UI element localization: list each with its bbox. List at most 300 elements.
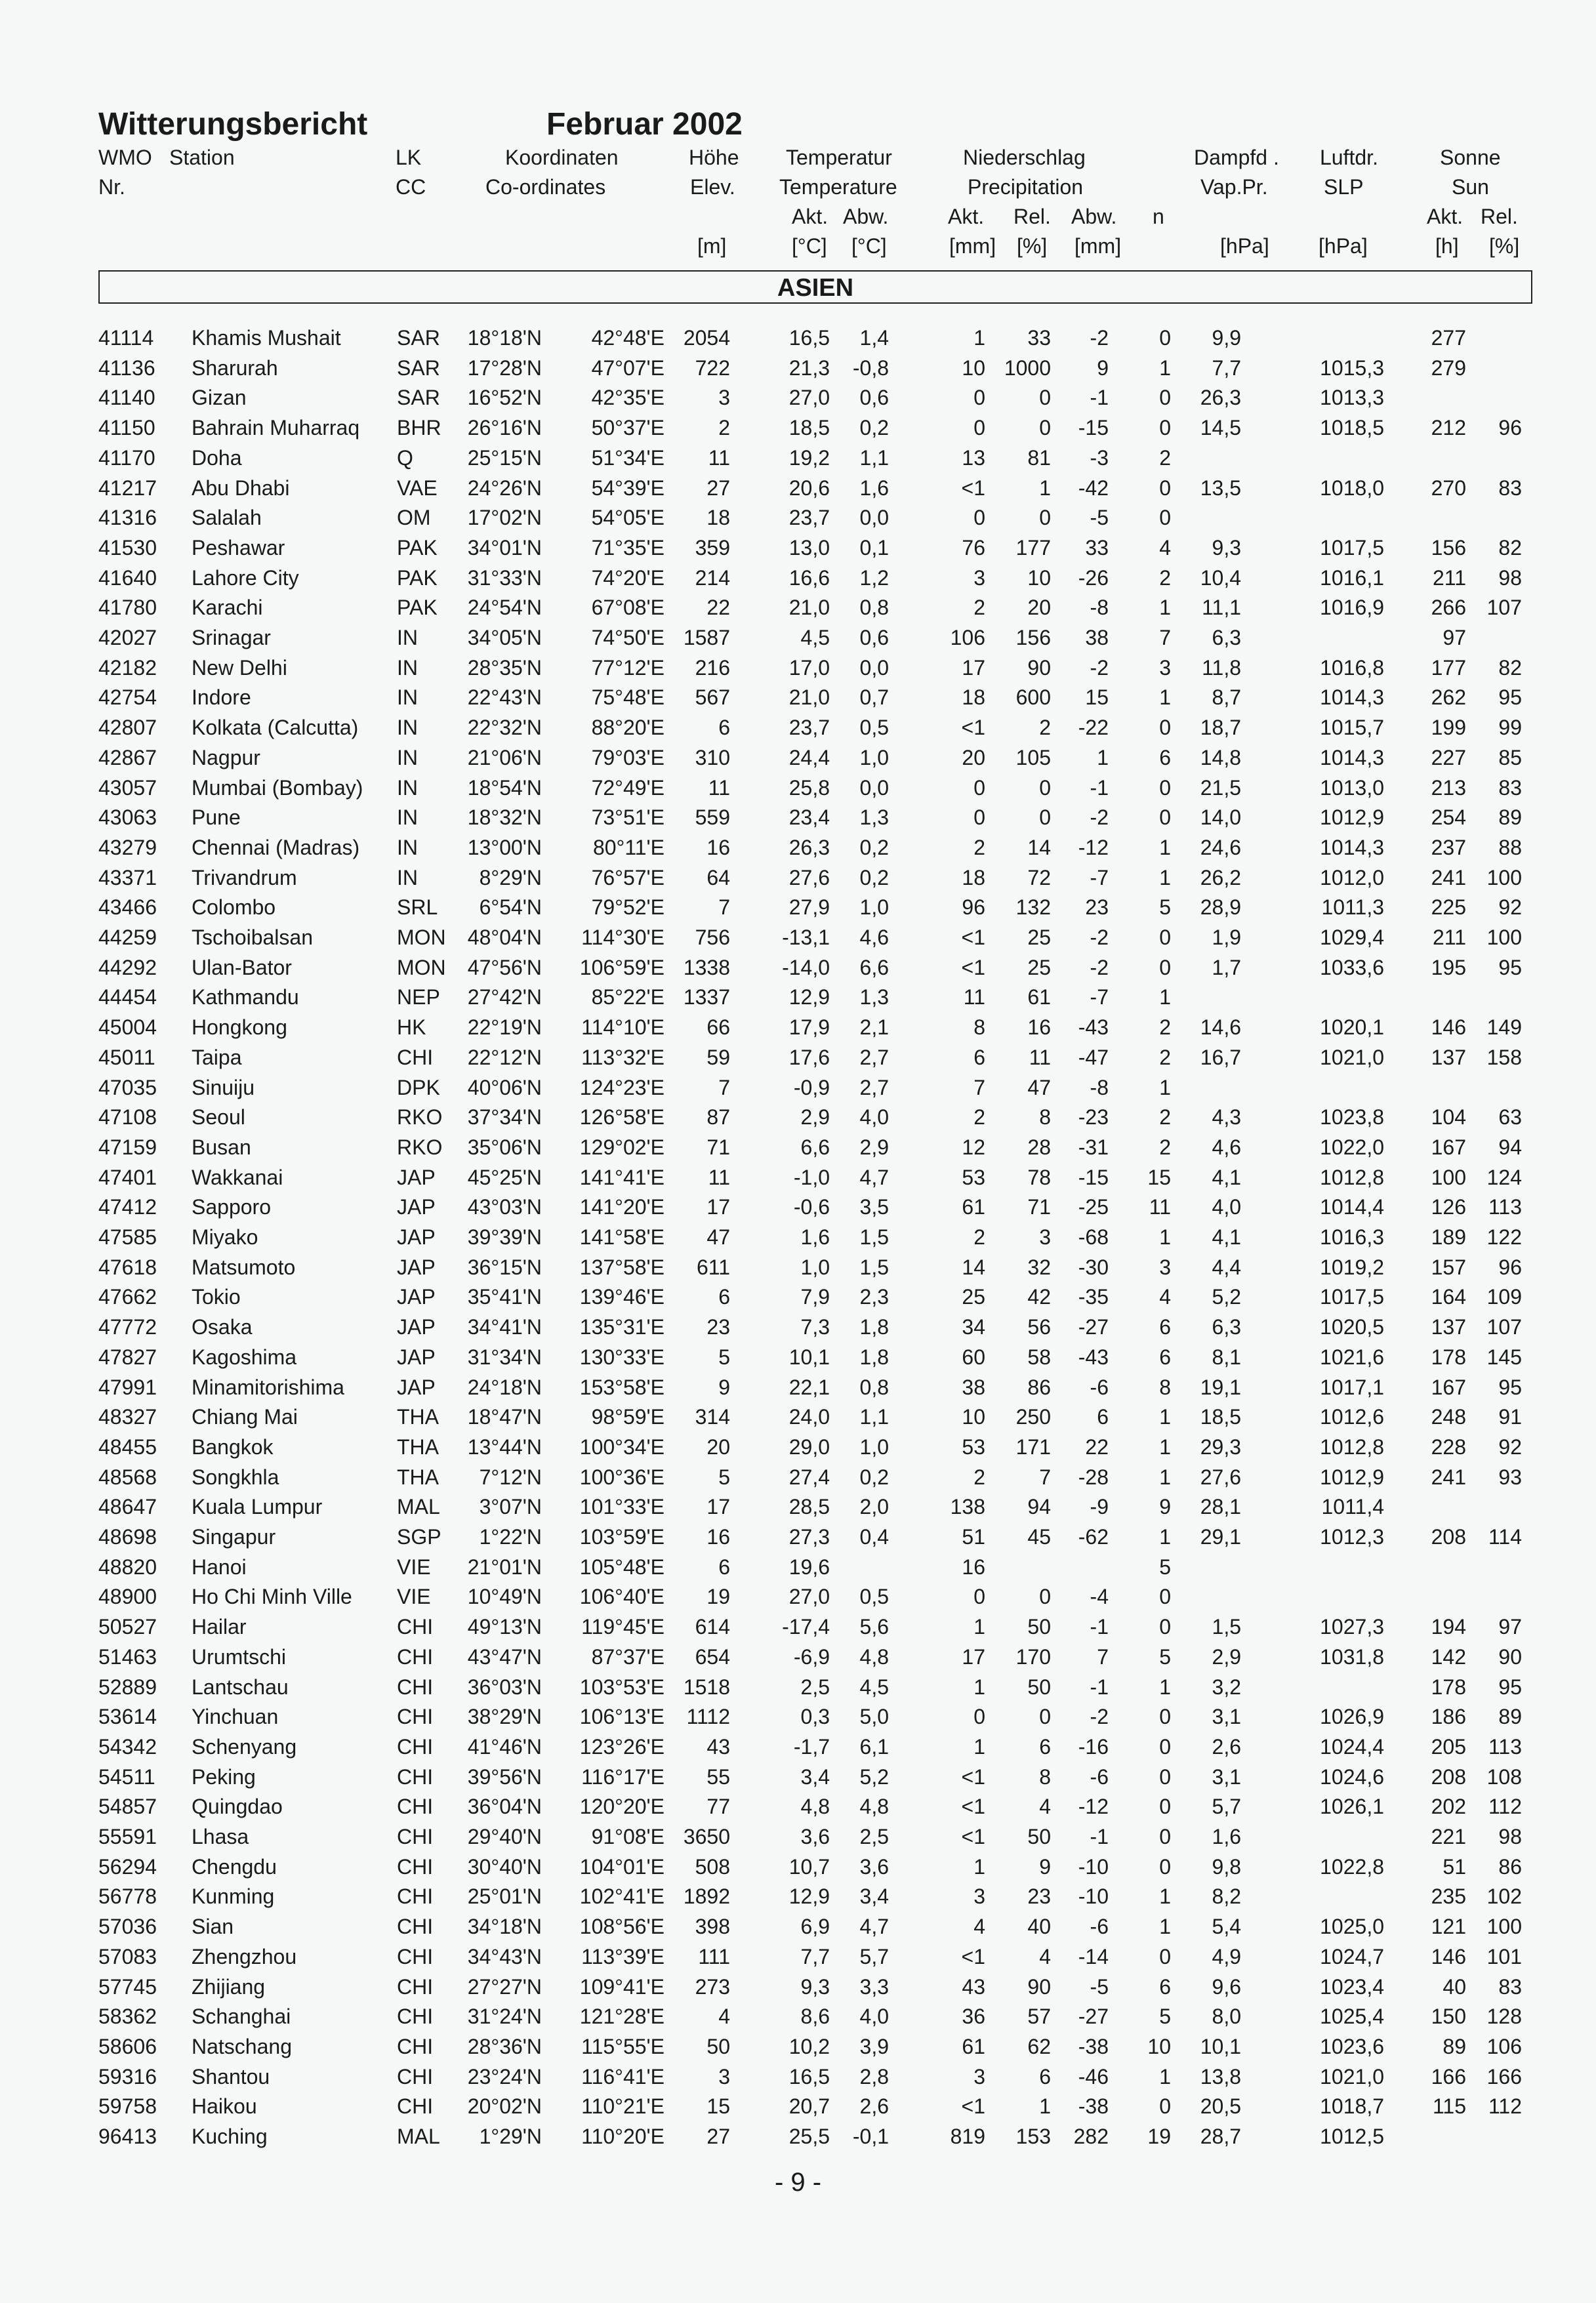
cell-longitude: 101°33'E <box>579 1495 665 1519</box>
cell-vap-pr: 3,2 <box>1212 1675 1241 1699</box>
cell-slp: 1012,8 <box>1320 1435 1384 1459</box>
cell-sun-akt: 208 <box>1431 1525 1466 1549</box>
cell-slp: 1022,8 <box>1320 1854 1384 1879</box>
cell-lk: IN <box>397 716 418 740</box>
cell-station: Gizan <box>192 386 247 410</box>
table-row <box>0 1072 1596 1103</box>
cell-prec-rel: 23 <box>1027 1885 1051 1909</box>
hdr-temp-akt: Akt. <box>792 205 829 228</box>
cell-sun-akt: 100 <box>1431 1165 1466 1189</box>
cell-sun-akt: 104 <box>1431 1105 1466 1130</box>
cell-slp: 1017,5 <box>1320 1285 1384 1309</box>
cell-station: Bahrain Muharraq <box>192 416 360 440</box>
cell-sun-rel: 100 <box>1486 865 1522 889</box>
cell-sun-rel: 95 <box>1498 955 1522 979</box>
cell-prec-akt: 2 <box>973 1105 985 1130</box>
report-title: Witterungsbericht <box>98 107 368 142</box>
cell-wmo-nr: 43466 <box>98 895 157 920</box>
cell-elevation: 1892 <box>683 1885 730 1909</box>
cell-slp: 1013,0 <box>1320 775 1384 800</box>
cell-latitude: 36°15'N <box>467 1255 542 1279</box>
cell-temp-akt: 16,5 <box>788 326 830 350</box>
cell-temp-akt: 3,6 <box>800 1825 830 1848</box>
cell-longitude: 87°37'E <box>591 1644 665 1669</box>
table-row <box>0 443 1596 473</box>
cell-sun-rel: 122 <box>1486 1225 1522 1249</box>
cell-wmo-nr: 56294 <box>98 1854 157 1879</box>
cell-sun-akt: 156 <box>1431 535 1466 560</box>
cell-prec-n: 4 <box>1159 535 1171 560</box>
cell-temp-abw: 4,8 <box>859 1644 889 1669</box>
table-row <box>0 473 1596 503</box>
cell-temp-abw: 3,4 <box>859 1885 889 1909</box>
cell-longitude: 106°59'E <box>579 955 665 979</box>
cell-prec-akt: 18 <box>962 865 985 889</box>
cell-vap-pr: 5,7 <box>1212 1795 1241 1819</box>
hdr-sun-de: Sonne <box>1440 146 1501 169</box>
cell-elevation: 559 <box>695 805 730 830</box>
cell-temp-akt: 28,5 <box>788 1495 830 1519</box>
cell-prec-n: 2 <box>1159 445 1171 470</box>
cell-prec-akt: 819 <box>950 2125 985 2148</box>
cell-wmo-nr: 47662 <box>98 1285 157 1309</box>
cell-slp: 1020,5 <box>1320 1315 1384 1339</box>
cell-longitude: 108°56'E <box>579 1915 665 1939</box>
cell-prec-n: 0 <box>1159 476 1171 500</box>
cell-sun-akt: 89 <box>1443 2034 1466 2058</box>
cell-station: Lantschau <box>192 1675 289 1699</box>
cell-prec-rel: 16 <box>1027 1015 1051 1040</box>
cell-temp-akt: 20,6 <box>788 476 830 500</box>
cell-longitude: 121°28'E <box>579 2005 665 2029</box>
cell-prec-rel: 50 <box>1027 1825 1051 1848</box>
cell-vap-pr: 13,8 <box>1200 2064 1241 2089</box>
cell-prec-n: 1 <box>1159 596 1171 620</box>
hdr-prec-de: Niederschlag <box>963 146 1086 169</box>
cell-latitude: 3°07'N <box>479 1495 542 1519</box>
table-row <box>0 1342 1596 1372</box>
cell-prec-abw: -10 <box>1078 1854 1109 1879</box>
cell-elevation: 27 <box>706 2125 730 2148</box>
cell-vap-pr: 11,1 <box>1202 596 1241 620</box>
cell-temp-abw: 4,7 <box>859 1165 889 1189</box>
cell-temp-abw: 0,5 <box>859 1585 889 1609</box>
cell-temp-akt: 26,3 <box>788 835 830 859</box>
cell-sun-akt: 205 <box>1431 1734 1466 1759</box>
hdr-vap-unit: [hPa] <box>1220 234 1269 258</box>
cell-wmo-nr: 57745 <box>98 1974 157 1999</box>
cell-elevation: 1518 <box>683 1675 730 1699</box>
cell-temp-akt: 27,9 <box>788 895 830 920</box>
cell-prec-n: 1 <box>1159 865 1171 889</box>
cell-sun-akt: 211 <box>1432 565 1466 590</box>
cell-prec-akt: 11 <box>963 985 985 1009</box>
cell-wmo-nr: 48327 <box>98 1405 157 1429</box>
cell-latitude: 17°28'N <box>467 356 542 380</box>
cell-prec-rel: 132 <box>1015 895 1051 920</box>
cell-vap-pr: 3,1 <box>1212 1705 1241 1729</box>
cell-slp: 1012,3 <box>1320 1525 1384 1549</box>
cell-prec-n: 6 <box>1159 1315 1171 1339</box>
cell-wmo-nr: 48647 <box>98 1495 157 1519</box>
cell-prec-n: 6 <box>1159 1345 1171 1369</box>
cell-longitude: 124°23'E <box>579 1075 665 1099</box>
cell-sun-rel: 99 <box>1498 716 1522 740</box>
cell-wmo-nr: 47401 <box>98 1165 157 1189</box>
cell-slp: 1020,1 <box>1320 1015 1384 1040</box>
cell-temp-akt: 19,2 <box>788 445 830 470</box>
cell-temp-abw: 2,6 <box>859 2094 889 2119</box>
cell-prec-akt: 38 <box>962 1375 985 1399</box>
cell-vap-pr: 1,9 <box>1212 926 1241 949</box>
cell-elevation: 1112 <box>686 1705 730 1729</box>
cell-vap-pr: 28,1 <box>1200 1495 1241 1519</box>
cell-longitude: 103°53'E <box>579 1675 665 1699</box>
cell-wmo-nr: 45011 <box>98 1045 155 1069</box>
cell-temp-akt: -13,1 <box>782 926 830 949</box>
cell-sun-rel: 63 <box>1498 1105 1522 1130</box>
cell-latitude: 39°56'N <box>467 1764 542 1789</box>
table-row <box>0 952 1596 983</box>
cell-temp-abw: 1,5 <box>859 1255 889 1279</box>
cell-prec-abw: -43 <box>1078 1345 1109 1369</box>
cell-temp-abw: 3,3 <box>859 1974 889 1999</box>
cell-prec-akt: 36 <box>962 2005 985 2029</box>
cell-prec-abw: -1 <box>1090 775 1109 800</box>
cell-prec-akt: <1 <box>961 716 985 740</box>
cell-station: Seoul <box>192 1105 245 1130</box>
cell-prec-n: 5 <box>1159 1644 1171 1669</box>
cell-lk: HK <box>397 1015 426 1040</box>
cell-prec-abw: -1 <box>1090 1615 1109 1639</box>
cell-longitude: 74°50'E <box>591 626 665 649</box>
cell-slp: 1024,7 <box>1320 1944 1384 1968</box>
cell-temp-akt: 10,7 <box>788 1854 830 1879</box>
cell-temp-akt: 19,6 <box>788 1555 830 1579</box>
cell-prec-n: 0 <box>1159 775 1171 800</box>
cell-station: Abu Dhabi <box>192 476 290 500</box>
cell-prec-akt: <1 <box>961 1944 985 1968</box>
cell-elevation: 3650 <box>683 1825 730 1848</box>
cell-sun-akt: 146 <box>1431 1944 1466 1968</box>
cell-prec-abw: -5 <box>1090 1974 1109 1999</box>
cell-prec-n: 3 <box>1159 655 1171 680</box>
cell-temp-akt: 7,3 <box>800 1315 830 1339</box>
cell-prec-n: 1 <box>1159 1915 1171 1939</box>
cell-latitude: 18°18'N <box>467 326 542 350</box>
cell-temp-akt: 4,8 <box>800 1795 830 1819</box>
cell-sun-rel: 107 <box>1486 596 1522 620</box>
cell-slp: 1027,3 <box>1320 1615 1384 1639</box>
cell-temp-abw: 1,2 <box>859 565 889 590</box>
cell-prec-n: 15 <box>1147 1165 1171 1189</box>
cell-prec-rel: 0 <box>1039 1585 1051 1609</box>
cell-prec-n: 2 <box>1159 565 1171 590</box>
cell-sun-rel: 98 <box>1498 1825 1522 1848</box>
hdr-sun-unit1: [h] <box>1435 234 1459 258</box>
cell-prec-akt: 60 <box>962 1345 985 1369</box>
cell-elevation: 18 <box>706 506 730 530</box>
cell-sun-rel: 113 <box>1488 1734 1522 1759</box>
cell-prec-n: 1 <box>1159 1405 1171 1429</box>
cell-vap-pr: 6,3 <box>1212 1315 1241 1339</box>
cell-longitude: 91°08'E <box>591 1825 665 1848</box>
cell-temp-abw: 4,8 <box>859 1795 889 1819</box>
cell-temp-akt: -17,4 <box>782 1615 830 1639</box>
cell-lk: CHI <box>397 1615 434 1639</box>
cell-temp-abw: 0,0 <box>859 655 889 680</box>
cell-temp-abw: 1,0 <box>859 745 889 769</box>
cell-temp-abw: 0,8 <box>859 1375 889 1399</box>
cell-prec-n: 9 <box>1159 1495 1171 1519</box>
cell-sun-akt: 248 <box>1431 1405 1466 1429</box>
cell-latitude: 29°40'N <box>467 1825 542 1848</box>
cell-prec-n: 7 <box>1159 626 1171 649</box>
cell-sun-akt: 137 <box>1431 1045 1466 1069</box>
cell-prec-akt: 6 <box>973 1045 985 1069</box>
cell-elevation: 1337 <box>683 985 730 1009</box>
hdr-prec-unit1: [mm] <box>949 234 996 258</box>
cell-wmo-nr: 54511 <box>98 1764 155 1789</box>
cell-prec-abw: -47 <box>1078 1045 1109 1069</box>
table-row <box>0 1522 1596 1552</box>
cell-elevation: 111 <box>698 1944 730 1968</box>
cell-prec-abw: -1 <box>1090 1675 1109 1699</box>
cell-temp-abw: 5,7 <box>859 1944 889 1968</box>
cell-prec-rel: 0 <box>1039 805 1051 830</box>
cell-prec-akt: 1 <box>973 1854 985 1879</box>
cell-prec-rel: 1000 <box>1004 356 1051 380</box>
table-row <box>0 773 1596 803</box>
cell-lk: JAP <box>397 1195 436 1219</box>
cell-sun-akt: 279 <box>1431 356 1466 380</box>
cell-prec-n: 0 <box>1159 1854 1171 1879</box>
cell-sun-akt: 213 <box>1431 775 1466 800</box>
cell-wmo-nr: 44259 <box>98 926 157 949</box>
cell-vap-pr: 4,6 <box>1212 1135 1241 1159</box>
cell-prec-akt: 0 <box>973 1585 985 1609</box>
cell-sun-akt: 142 <box>1431 1644 1466 1669</box>
cell-sun-rel: 85 <box>1498 745 1522 769</box>
cell-longitude: 116°41'E <box>581 2064 665 2089</box>
cell-prec-rel: 57 <box>1027 2005 1051 2029</box>
cell-temp-abw: 6,6 <box>859 955 889 979</box>
cell-vap-pr: 4,9 <box>1212 1944 1241 1968</box>
cell-prec-rel: 6 <box>1039 1734 1051 1759</box>
cell-lk: CHI <box>397 2094 434 2119</box>
cell-temp-akt: -0,9 <box>793 1075 830 1099</box>
table-row <box>0 1791 1596 1822</box>
cell-lk: OM <box>397 506 431 530</box>
cell-prec-akt: <1 <box>961 2094 985 2119</box>
cell-temp-abw: 1,6 <box>859 476 889 500</box>
cell-lk: Q <box>397 445 413 470</box>
cell-station: Shantou <box>192 2064 270 2089</box>
cell-sun-akt: 137 <box>1431 1315 1466 1339</box>
cell-lk: IN <box>397 835 418 859</box>
cell-lk: MAL <box>397 1495 440 1519</box>
cell-longitude: 42°48'E <box>591 326 665 350</box>
cell-prec-rel: 78 <box>1027 1165 1051 1189</box>
cell-lk: VAE <box>397 476 438 500</box>
cell-prec-abw: -22 <box>1078 716 1109 740</box>
cell-prec-akt: 43 <box>962 1974 985 1999</box>
cell-temp-akt: 2,5 <box>800 1675 830 1699</box>
cell-sun-rel: 91 <box>1498 1405 1522 1429</box>
cell-elevation: 5 <box>718 1345 730 1369</box>
table-row <box>0 1972 1596 2002</box>
table-row <box>0 1372 1596 1402</box>
cell-vap-pr: 28,9 <box>1200 895 1241 920</box>
table-row <box>0 2091 1596 2121</box>
cell-lk: MON <box>397 955 446 979</box>
table-row <box>0 863 1596 893</box>
table-row <box>0 1642 1596 1672</box>
table-row <box>0 622 1596 653</box>
cell-prec-rel: 3 <box>1039 1225 1051 1249</box>
cell-vap-pr: 7,7 <box>1212 356 1241 380</box>
cell-sun-rel: 112 <box>1488 2094 1522 2119</box>
cell-sun-akt: 227 <box>1431 745 1466 769</box>
cell-sun-akt: 241 <box>1431 865 1466 889</box>
cell-sun-rel: 124 <box>1486 1165 1522 1189</box>
cell-wmo-nr: 59758 <box>98 2094 157 2119</box>
cell-prec-rel: 72 <box>1027 865 1051 889</box>
cell-prec-n: 0 <box>1159 926 1171 949</box>
cell-sun-akt: 194 <box>1431 1615 1466 1639</box>
cell-slp: 1023,4 <box>1320 1974 1384 1999</box>
cell-temp-abw: 0,0 <box>859 506 889 530</box>
cell-slp: 1012,8 <box>1320 1165 1384 1189</box>
cell-prec-n: 0 <box>1159 506 1171 530</box>
cell-latitude: 22°12'N <box>467 1045 542 1069</box>
cell-station: Wakkanai <box>192 1165 283 1189</box>
cell-vap-pr: 9,8 <box>1212 1854 1241 1879</box>
cell-slp: 1017,1 <box>1320 1375 1384 1399</box>
cell-prec-n: 10 <box>1147 2034 1171 2058</box>
cell-prec-akt: 4 <box>973 1915 985 1939</box>
cell-elevation: 3 <box>718 386 730 410</box>
table-row <box>0 1132 1596 1162</box>
cell-wmo-nr: 41640 <box>98 565 157 590</box>
cell-prec-akt: 3 <box>973 565 985 590</box>
cell-sun-rel: 98 <box>1498 565 1522 590</box>
cell-prec-abw: -30 <box>1078 1255 1109 1279</box>
cell-elevation: 216 <box>695 655 730 680</box>
cell-prec-abw: -10 <box>1078 1885 1109 1909</box>
cell-station: Yinchuan <box>192 1705 279 1729</box>
cell-temp-abw: 1,1 <box>859 445 889 470</box>
cell-prec-n: 1 <box>1159 685 1171 710</box>
cell-temp-abw: 0,2 <box>859 835 889 859</box>
cell-prec-n: 1 <box>1159 1465 1171 1489</box>
cell-wmo-nr: 58362 <box>98 2005 157 2029</box>
cell-prec-rel: 42 <box>1027 1285 1051 1309</box>
cell-sun-akt: 211 <box>1432 926 1466 949</box>
cell-station: Srinagar <box>192 626 271 649</box>
cell-slp: 1017,5 <box>1320 535 1384 560</box>
cell-prec-rel: 8 <box>1039 1105 1051 1130</box>
cell-prec-n: 1 <box>1159 1225 1171 1249</box>
cell-station: Doha <box>192 445 242 470</box>
cell-prec-akt: 8 <box>973 1015 985 1040</box>
cell-sun-akt: 157 <box>1431 1255 1466 1279</box>
cell-slp: 1015,7 <box>1320 716 1384 740</box>
cell-slp: 1014,4 <box>1320 1195 1384 1219</box>
cell-prec-n: 1 <box>1159 1435 1171 1459</box>
hdr-temp-en: Temperature <box>779 175 897 199</box>
hdr-hoehe: Höhe <box>689 146 739 169</box>
table-row <box>0 592 1596 622</box>
cell-temp-abw: 3,9 <box>859 2034 889 2058</box>
cell-vap-pr: 29,3 <box>1200 1435 1241 1459</box>
cell-vap-pr: 4,0 <box>1212 1195 1241 1219</box>
hdr-nr: Nr. <box>98 175 125 199</box>
cell-latitude: 7°12'N <box>479 1465 542 1489</box>
cell-prec-n: 2 <box>1159 1135 1171 1159</box>
cell-slp: 1022,0 <box>1320 1135 1384 1159</box>
cell-temp-abw: 3,5 <box>859 1195 889 1219</box>
cell-lk: CHI <box>397 2034 434 2058</box>
cell-temp-akt: 27,6 <box>788 865 830 889</box>
table-row <box>0 1192 1596 1222</box>
cell-prec-rel: 33 <box>1027 326 1051 350</box>
cell-station: Natschang <box>192 2034 292 2058</box>
cell-temp-abw: 2,9 <box>859 1135 889 1159</box>
cell-vap-pr: 8,1 <box>1212 1345 1241 1369</box>
table-row <box>0 712 1596 743</box>
cell-lk: THA <box>397 1405 439 1429</box>
cell-prec-rel: 61 <box>1027 985 1051 1009</box>
cell-temp-akt: 27,4 <box>788 1465 830 1489</box>
cell-prec-rel: 86 <box>1027 1375 1051 1399</box>
cell-temp-akt: 3,4 <box>800 1764 830 1789</box>
cell-lk: JAP <box>397 1375 436 1399</box>
cell-prec-rel: 28 <box>1027 1135 1051 1159</box>
cell-prec-rel: 8 <box>1039 1764 1051 1789</box>
cell-temp-akt: 18,5 <box>788 416 830 440</box>
cell-latitude: 35°06'N <box>467 1135 542 1159</box>
cell-vap-pr: 14,8 <box>1200 745 1241 769</box>
cell-vap-pr: 8,0 <box>1212 2005 1241 2029</box>
hdr-prec-unit2: [%] <box>1017 234 1048 258</box>
cell-wmo-nr: 48568 <box>98 1465 157 1489</box>
cell-prec-abw: -38 <box>1078 2034 1109 2058</box>
cell-prec-abw: -27 <box>1078 2005 1109 2029</box>
cell-wmo-nr: 45004 <box>98 1015 157 1040</box>
cell-prec-akt: 106 <box>950 626 985 649</box>
table-row <box>0 353 1596 383</box>
cell-slp: 1021,0 <box>1320 2064 1384 2089</box>
cell-elevation: 310 <box>695 745 730 769</box>
cell-temp-akt: -1,7 <box>793 1734 830 1759</box>
cell-vap-pr: 28,7 <box>1200 2125 1241 2148</box>
cell-temp-abw: 0,2 <box>859 865 889 889</box>
cell-temp-abw: 1,8 <box>859 1315 889 1339</box>
cell-latitude: 24°54'N <box>467 596 542 620</box>
cell-vap-pr: 2,6 <box>1212 1734 1241 1759</box>
cell-prec-akt: 76 <box>962 535 985 560</box>
cell-elevation: 43 <box>706 1734 730 1759</box>
cell-prec-rel: 25 <box>1027 955 1051 979</box>
cell-elevation: 756 <box>695 926 730 949</box>
cell-temp-akt: 20,7 <box>788 2094 830 2119</box>
cell-lk: SAR <box>397 326 440 350</box>
table-row <box>0 382 1596 413</box>
cell-vap-pr: 27,6 <box>1200 1465 1241 1489</box>
cell-prec-n: 0 <box>1159 716 1171 740</box>
cell-prec-akt: <1 <box>961 1764 985 1789</box>
